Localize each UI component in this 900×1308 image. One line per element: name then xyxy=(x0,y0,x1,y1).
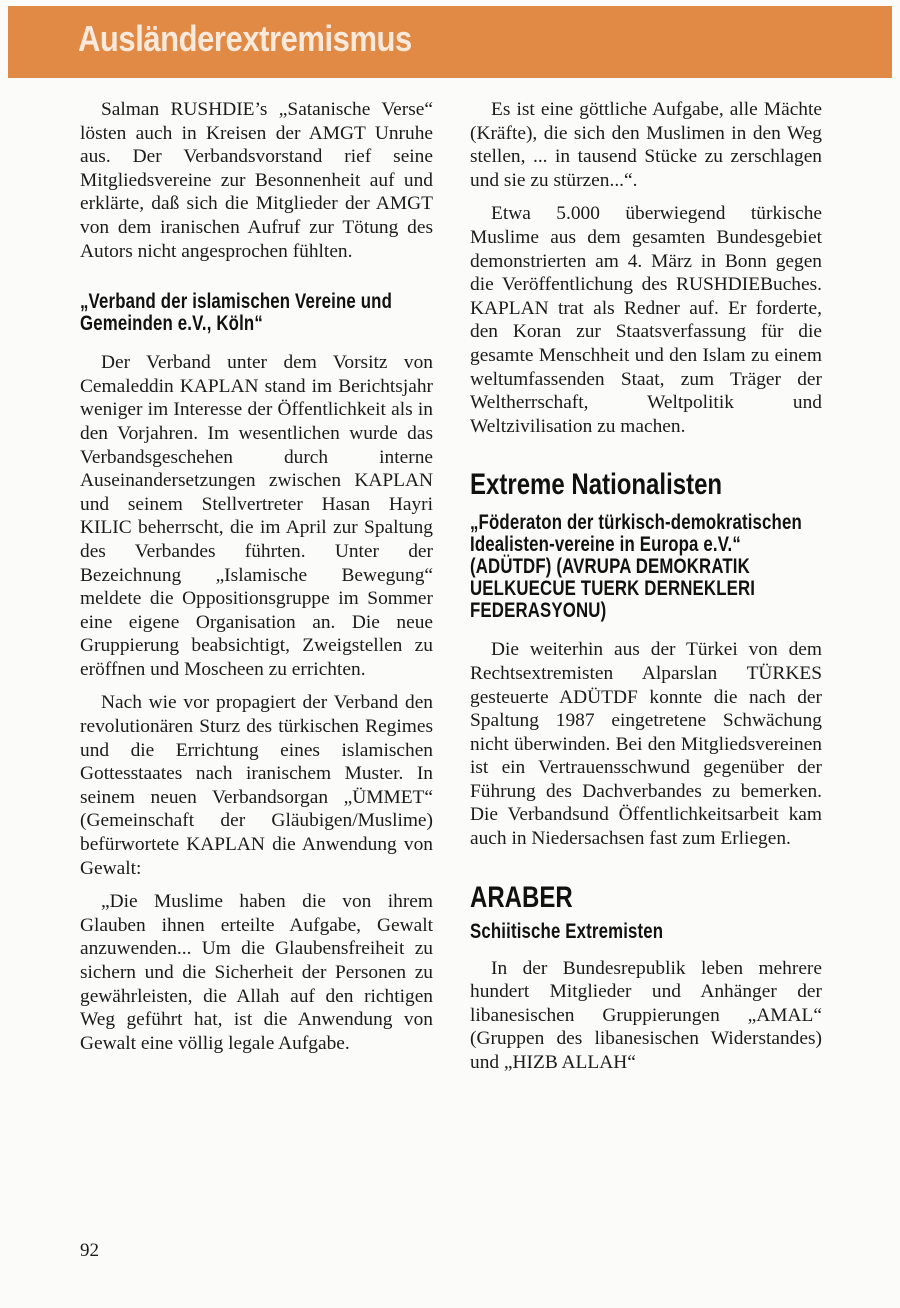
right-paragraph-adutdf: Die weiterhin aus der Türkei von dem Rechtsextremisten Alparslan TÜRKES gesteuerte ADÜTDF konnte die nach der Spaltung 1987 eingetretene Schwächung nicht überwinden. Bei den Mitgliedsvereinen ist ein Vertrauensschwund gegenüber der Führung des Dachverbandes zu bemerken. Die Verbandsund Öffentlichkeitsarbeit kam auch in Niedersachsen fast zum Erliegen. xyxy=(470,639,822,850)
section-heading-extreme-nationalisten: Extreme Nationalisten xyxy=(470,468,723,502)
right-paragraph-amal-hizb-allah: In der Bundesrepublik leben mehrere hundert Mitglieder und Anhänger der libanesischen Gruppierungen „AMAL“ (Gruppen des libanesischen Widerstandes) und „HIZB ALLAH“ xyxy=(470,957,822,1074)
right-paragraph-quote-end: Es ist eine göttliche Aufgabe, alle Mächte (Kräfte), die sich den Muslimen in den Weg stellen, ... in tausend Stücke zu zerschlagen und sie zu stürzen...“. xyxy=(470,99,822,191)
page-title: Ausländerextremismus xyxy=(78,18,412,59)
page-number: 92 xyxy=(80,1240,99,1261)
heading-verband-islamischer-vereine: „Verband der islamischen Vereine und Gemeinden e.V., Köln“ xyxy=(80,290,393,336)
heading-schiitische-extremisten: Schiitische Extremisten xyxy=(470,919,664,943)
heading-adutdf: „Föderaton der türkisch-demokratischen Idealisten-vereine in Europa e.V.“ (ADÜTDF) (AVRUPA DEMOKRATIK UELKUECUE TUERK DERNEKLERI FEDERASYONU) xyxy=(470,511,802,623)
right-paragraph-demonstration: Etwa 5.000 überwiegend türkische Muslime aus dem gesamten Bundesgebiet demonstrierten am 4. März in Bonn gegen die Veröffentlichung des RUSHDIEBuches. KAPLAN trat als Redner auf. Er forderte, den Koran zur Staatsverfassung für die gesamte Menschheit und den Islam zu einem weltumfassenden Staat, zum Träger der Weltherrschaft, Weltpolitik und Weltzivilisation zu machen. xyxy=(470,203,822,437)
section-heading-araber: ARABER xyxy=(470,880,573,914)
right-column xyxy=(470,98,822,1085)
left-paragraph-rushdie: Salman RUSHDIE’s „Satanische Verse“ lösten auch in Kreisen der AMGT Unruhe aus. Der Verbandsvorstand rief seine Mitgliedsvereine zur Besonnenheit auf und erklärte, daß sich die Mitglieder der AMGT von dem iranischen Aufruf zur Tötung des Autors nicht angesprochen fühlten. xyxy=(80,99,433,262)
left-paragraph-propaganda: Nach wie vor propagiert der Verband den revolutionären Sturz des türkischen Regimes und die Errichtung eines islamischen Gottesstaates nach iranischem Muster. In seinem neuen Verbandsorgan „ÜMMET“ (Gemeinschaft der Gläubigen/Muslime) befürwortete KAPLAN die Anwendung von Gewalt: xyxy=(80,692,433,879)
left-column xyxy=(80,98,433,1055)
left-paragraph-quote: „Die Muslime haben die von ihrem Glauben ihnen erteilte Aufgabe, Gewalt anzuwenden... Um die Glaubensfreiheit zu sichern und die Sicherheit der Personen zu gewährleisten, die Allah auf den richtigen Weg geführt hat, ist die Anwendung von Gewalt eine völlig legale Aufgabe. xyxy=(80,891,433,1054)
left-paragraph-kaplan: Der Verband unter dem Vorsitz von Cemaleddin KAPLAN stand im Berichtsjahr weniger im Interesse der Öffentlichkeit als in den Vorjahren. Im wesentlichen wurde das Verbandsgeschehen durch interne Auseinandersetzungen zwischen KAPLAN und seinem Stellvertreter Hasan Hayri KILIC beherrscht, die im April zur Spaltung des Verbandes führten. Unter der Bezeichnung „Islamische Bewegung“ meldete die Oppositionsgruppe im Sommer eine eigene Organisation an. Die neue Gruppierung beabsichtigt, Zweigstellen zu eröffnen und Moscheen zu errichten. xyxy=(80,352,433,680)
